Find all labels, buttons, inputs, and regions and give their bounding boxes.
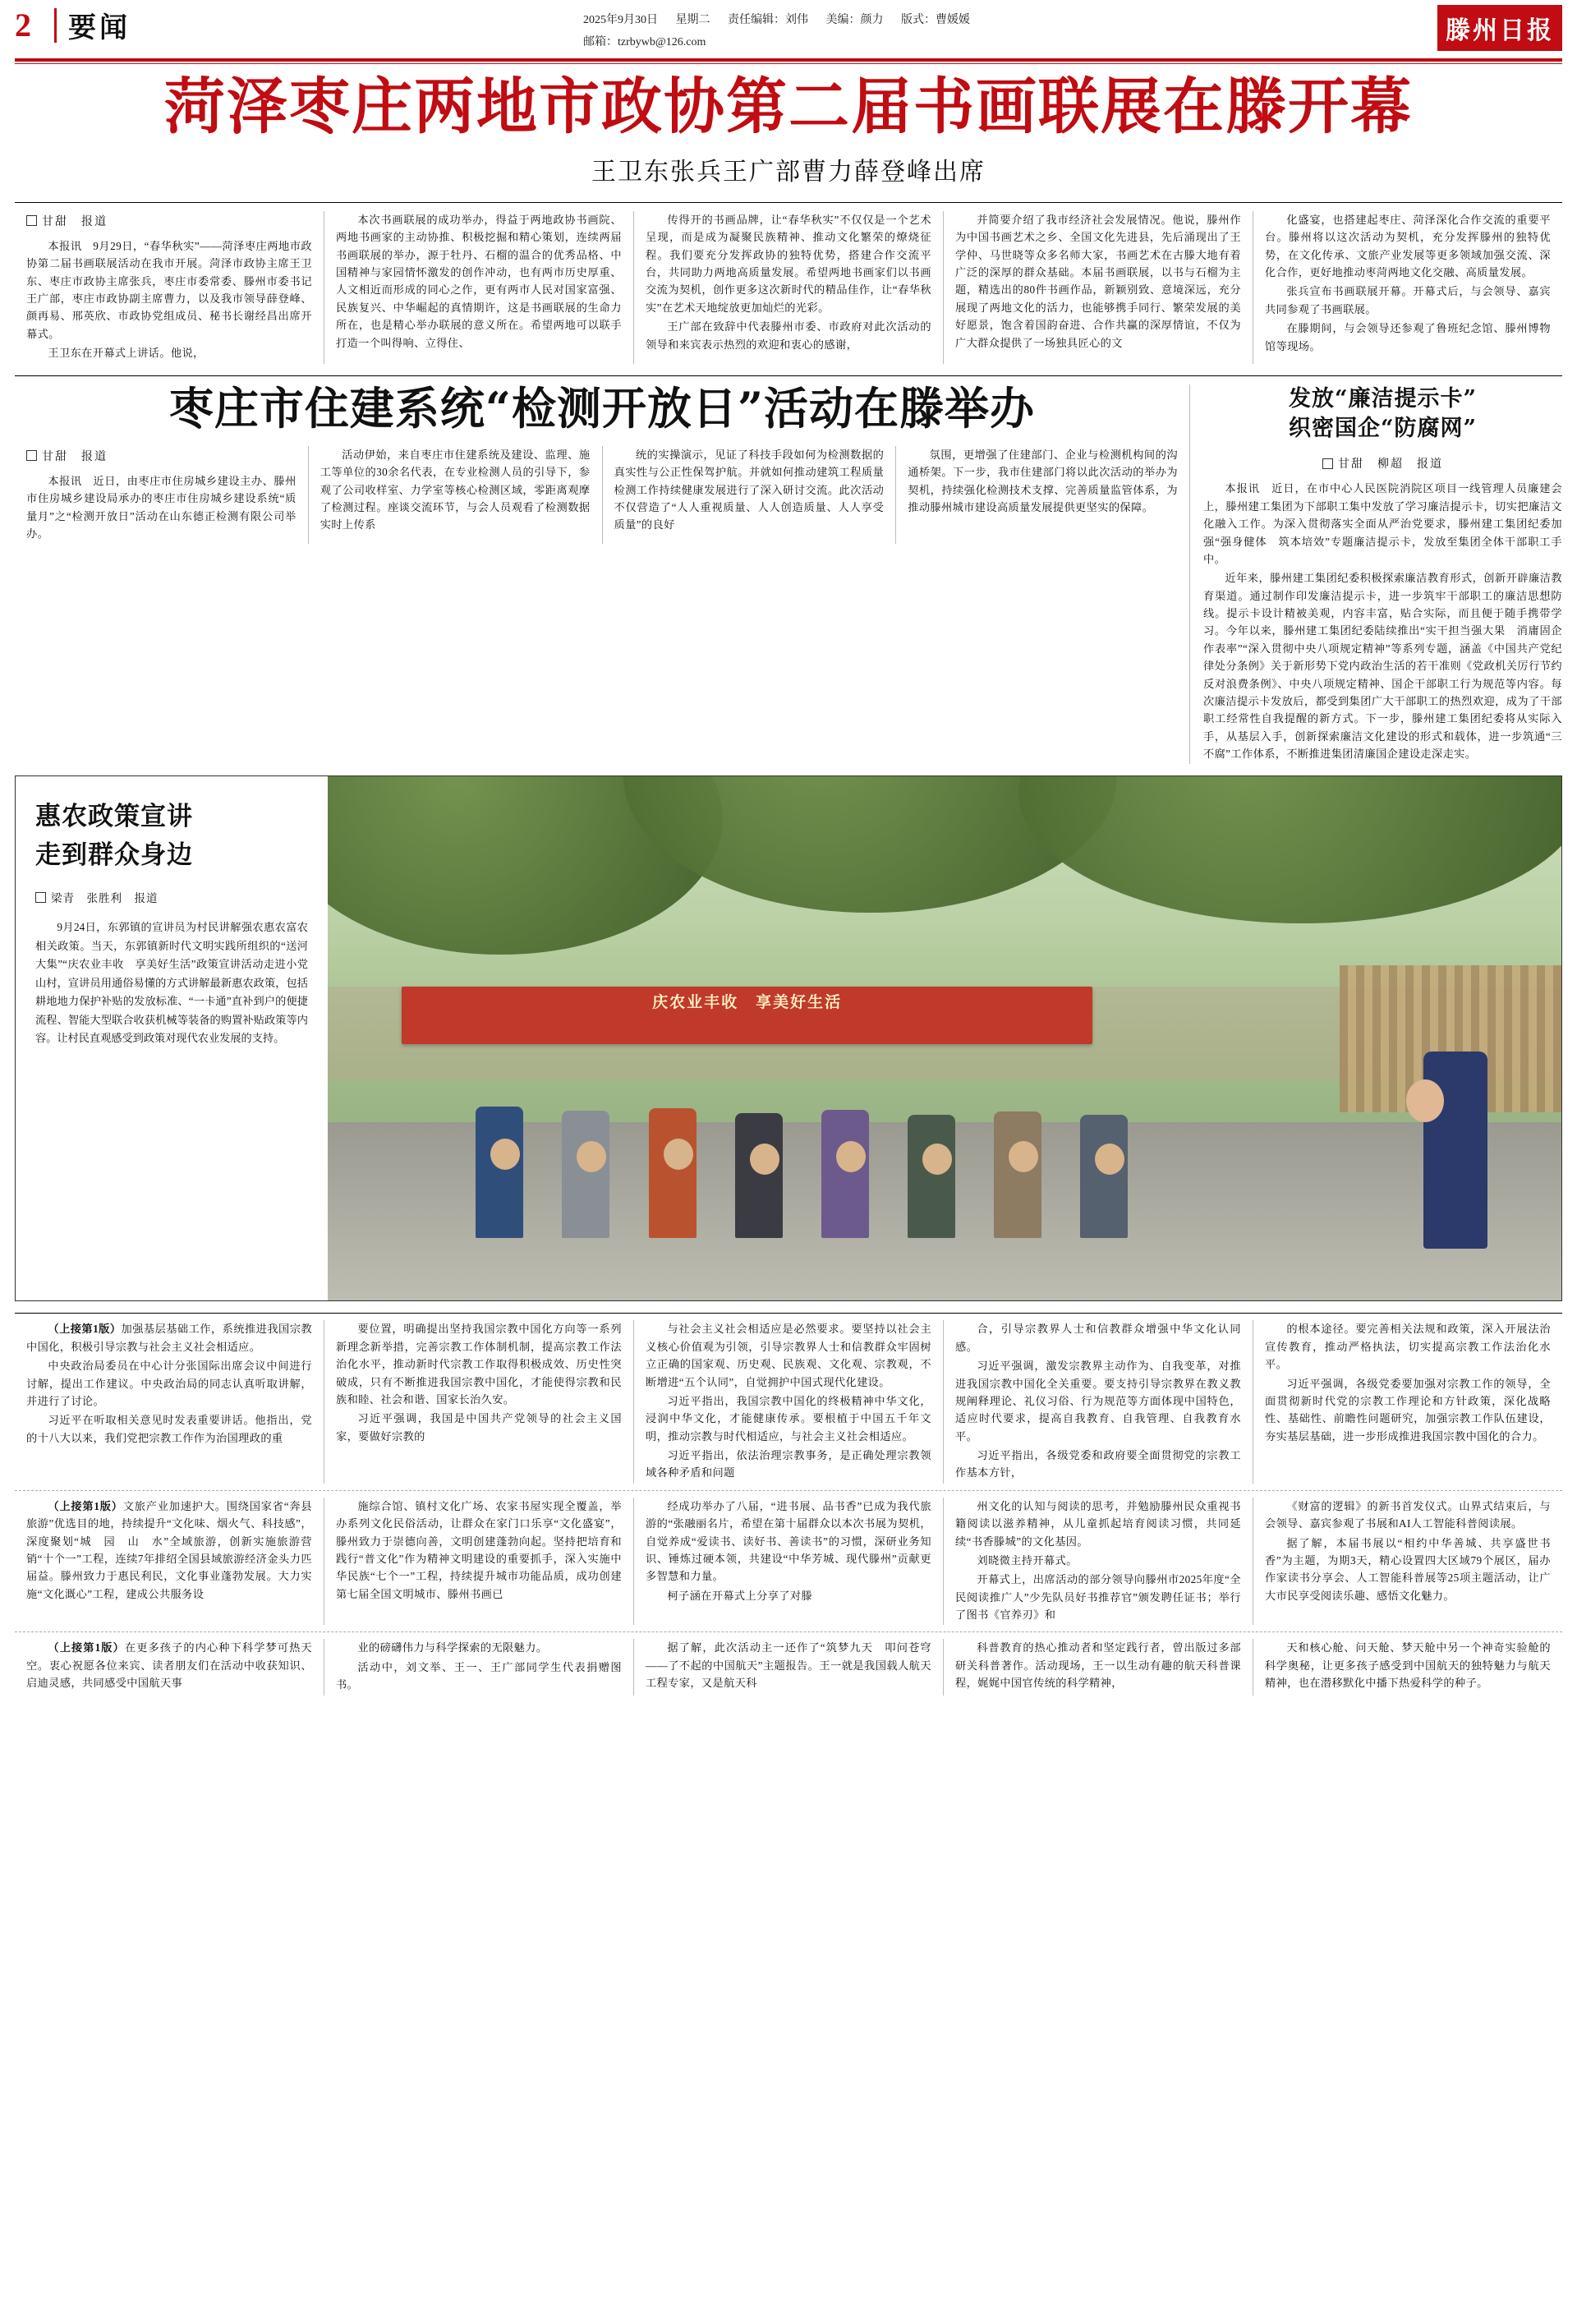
masthead-meta <box>583 5 985 53</box>
feature-byline <box>35 889 308 905</box>
layout-editor: 版式：曹媛媛 <box>901 14 970 26</box>
villager <box>476 1107 523 1238</box>
cont1-column-1 <box>15 1320 324 1483</box>
responsible-editor: 责任编辑：刘伟 <box>728 14 808 26</box>
paragraph: 科普教育的热心推动者和坚定践行者，曾出版过多部研关科普著作。活动现场，王一以生动有趣的航天科普课程，娓娓中国官传统的科学精神， <box>955 1641 1241 1690</box>
page-number: 2 <box>15 6 31 44</box>
paragraph: 习近平强调，各级党委要加强对宗教工作的领导，全面贯彻新时代党的宗教工作理论和方针政策，深化战略性、基础性、前瞻性问题研究，加强宗教工作队伍建设，夯实基层基础，进一步形成推进我国宗教中国化的合力。 <box>1265 1377 1551 1443</box>
square-bullet-icon <box>1322 458 1333 469</box>
story2-col3-text <box>614 446 885 534</box>
cont2-column-2 <box>324 1498 633 1626</box>
paragraph: 天和核心舱、问天舱、梦天舱中另一个神奇实验舱的科学奥秘，让更多孩子感受到中国航天的独特魅力与航天精神，也在潜移默化中播下热爱科学的种子。 <box>1265 1641 1551 1690</box>
paragraph: 习近平指出，各级党委和政府要全面贯彻党的宗教工作基本方针， <box>955 1449 1241 1480</box>
paragraph: 业的磅礴伟力与科学探索的无限魅力。 <box>357 1641 548 1654</box>
cont2-column-3 <box>633 1498 943 1626</box>
feature-title-line1: 惠农政策宣讲 <box>35 802 193 832</box>
lead-col5-text <box>1265 211 1551 355</box>
dashed-divider <box>15 1631 1562 1632</box>
issue-weekday: 星期二 <box>675 14 710 26</box>
paragraph: 刘晓微主持开幕式。 <box>977 1553 1078 1567</box>
paragraph: 王广部在致辞中代表滕州市委、市政府对此次活动的领导和来宾表示热烈的欢迎和衷心的感谢， <box>646 320 931 351</box>
villager <box>1080 1115 1128 1238</box>
dashed-divider <box>15 1490 1562 1491</box>
lead-column-2 <box>324 211 633 364</box>
paragraph: 化盛宴，也搭建起枣庄、菏泽深化合作交流的重要平台。滕州将以这次活动为契机，充分发挥滕州的独特优势，在文化传承、文旅产业发展等更多领域加强交流、深化合作，更好地推动枣菏两地文化交融、高质量发展。 <box>1265 213 1551 278</box>
story2-col1-text <box>26 472 297 543</box>
lead-column-4 <box>943 211 1253 364</box>
contact-email: 邮箱：tzrbywb@126.com <box>583 35 706 48</box>
paragraph: 据了解，本届书展以“相约中华善城、共享盛世书香”为主题，为期3天，精心设置四大区域79个展区，届办作家读书分享会、人工智能科普展等25项主题活动，让广大市民享受阅读乐趣、感悟文化魅力。 <box>1265 1536 1551 1602</box>
paragraph: 《财富的逻辑》的新书首发仪式。山界式结束后，与会领导、嘉宾参观了书展和AI人工智能科普阅读展。 <box>1265 1499 1551 1530</box>
cont3-column-5 <box>1253 1639 1562 1695</box>
story2-column-1 <box>15 446 308 545</box>
paragraph: 统的实操演示，见证了科技手段如何为检测数据的真实性与公正性保驾护航。并就如何推动建筑工程质量检测工作持续健康发展进行了深入研讨交流。此次活动不仅营造了“人人重视质量、人人创造质量、人人享受质量”的良好 <box>614 448 885 532</box>
paragraph: 本报讯 近日，在市中心人民医院消院区项目一线管理人员廉建会上，滕州建工集团为下部职工集中发放了学习廉洁提示卡，切实把廉洁文化融入工作。为深入贯彻落实全面从严治党要求，滕州建工集团纪委加强“强身健体 筑本培效”专题廉洁提示卡，发放至集团全体干部职工手中。 <box>1203 482 1562 565</box>
paragraph: 据了解，此次活动主一还作了“筑梦九天 叩问苍穹——了不起的中国航天”主题报告。王一就是我国载人航天工程专家，又是航天科 <box>646 1641 931 1690</box>
lead-headline: 菏泽枣庄两地市政协第二届书画联展在滕开幕 <box>164 71 1413 143</box>
paragraph: 要位置，明确提出坚持我国宗教中国化方向等一系列新理念新举措，完善宗教工作体制机制，提高宗教工作法治化水平，推动新时代宗教工作取得积极成效、历史性突破成，只有不断推进我国宗教中国化，才能使得宗教和民族和睦、社会和谐、国家长治久安。 <box>336 1323 622 1406</box>
continued-section-3 <box>15 1639 1562 1695</box>
square-bullet-icon <box>26 450 37 461</box>
masthead-rule <box>15 58 1562 62</box>
paragraph: 活动中，刘文举、王一、王广部同学生代表捐赠图书。 <box>336 1660 622 1691</box>
lead-byline-label: 甘甜 报道 <box>42 215 108 228</box>
paragraph: 张兵宣布书画联展开幕。开幕式后，与会领导、嘉宾共同参观了书画联展。 <box>1265 285 1551 315</box>
villager <box>994 1111 1041 1238</box>
paragraph: 王卫东在开幕式上讲话。他说， <box>48 347 205 360</box>
story2-column-3 <box>602 446 896 545</box>
paragraph: 文旅产业加速护大。围绕国家省“奔县旅游”优选目的地，持续提升“文化味、烟火气、科技感”，深度聚划“城 园 山 水”全域旅游，创新实施旅游营销“十个一”工程，连续7年排绍全国县域旅游经济金头力匹届益。滕州致力于惠民利民，文化事业蓬勃发展。大力实施“文化溉心”工程，建成公共服务设 <box>26 1499 312 1600</box>
square-bullet-icon <box>26 215 37 226</box>
story3-headline-line1: 发放“廉洁提示卡” <box>1288 385 1478 412</box>
story2-byline <box>26 448 297 464</box>
villager <box>649 1108 697 1238</box>
paragraph: 开幕式上，出席活动的部分领导向滕州市2025年度“全民阅读推广人”少先队员好书推荐官”颁发聘任证书；举行了图书《官养刃》和 <box>955 1573 1241 1621</box>
cont3-column-3 <box>633 1639 943 1695</box>
continued-label: （上接第1版） <box>48 1641 125 1654</box>
lead-col3-text <box>646 211 931 353</box>
paragraph: 州文化的认知与阅读的思考，并勉励滕州民众重视书籍阅读以滋养精神，从儿童抓起培育阅读习惯，共同延续“书香滕城”的文化基因。 <box>955 1499 1241 1548</box>
story3-byline <box>1203 455 1562 472</box>
story2-headline: 枣庄市住建系统“检测开放日”活动在滕举办 <box>168 381 1036 435</box>
cont1-column-5 <box>1253 1320 1562 1483</box>
paragraph: 加强基层基础工作，系统推进我国宗教中国化，积极引导宗教与社会主义社会相适应。 <box>26 1323 312 1353</box>
villager <box>562 1111 609 1238</box>
lead-col1-text <box>26 237 312 362</box>
villager-head <box>836 1141 866 1172</box>
villager-head <box>490 1139 520 1170</box>
paragraph: 在滕期间，与会领导还参观了鲁班纪念馆、滕州博物馆等现场。 <box>1265 322 1551 352</box>
paragraph: 在更多孩子的内心种下科学梦可热天空。衷心祝愿各位来宾、读者朋友们在活动中收获知识、启迪灵感，共同感受中国航天事 <box>26 1641 312 1690</box>
cont3-column-1 <box>15 1639 324 1695</box>
cont1-column-4 <box>943 1320 1253 1483</box>
story2-column-4 <box>895 446 1189 545</box>
paragraph: 并简要介绍了我市经济社会发展情况。他说，滕州作为中国书画艺术之乡、全国文化先进县，先后涌现出了王学仲、马世晓等众多名师大家，书画艺术在古滕大地有着广泛的深厚的群众基础。本届书画联展，以书与石榴为主题，精选出的80件书画作品，新颖别致、意境深远，充分展现了两地文化的活力，也能够携手同行、繁荣发展的美好愿景，饱含着国韵奋进、合作共赢的深厚情谊，不仅为广大群众提供了一场独具匠心的文 <box>955 213 1241 349</box>
story2-col4-text <box>908 446 1178 517</box>
continued-2-columns <box>15 1498 1562 1626</box>
banner-text: 庆农业丰收 享美好生活 <box>652 992 843 1011</box>
lead-byline <box>26 213 312 229</box>
lead-col4-text <box>955 211 1241 352</box>
paragraph: 与社会主义社会相适应是必然要求。要坚持以社会主义核心价值观为引领，引导宗教界人士和信教群众牢固树立正确的国家观、历史观、民族观、文化观、宗教观，不断增进“五个认同”，自觉拥护中国式现代化建设。 <box>646 1323 931 1388</box>
cont1-column-2 <box>324 1320 633 1483</box>
masthead-right <box>1437 5 1562 51</box>
paragraph: 习近平强调，激发宗教界主动作为、自我变革，对推进我国宗教中国化全关重要。要支持引导宗教界在教义教规阐释理论、礼仪习俗、行为规范等方面体现中国特色，适应时代要求，提高自我教育、自我管理、自我教育水平。 <box>955 1360 1241 1443</box>
paragraph: 中央政治局委员在中心计分张国际出席会议中间进行讨解，提出工作建议。中央政治局的同志认真听取讲解，并进行了讨论。 <box>26 1360 312 1407</box>
paragraph: 经成功举办了八届，“进书展、品书香”已成为我代旅游的“张融丽名片，希望在第十届群众以本次书展为契机，自觉养成“爱读书、读好书、善读书”的习惯，深研业务知识、锤炼过硬本领，共建设“中华芳城、现代滕州”贡献更多智慧和力量。 <box>646 1499 931 1583</box>
feature-byline-label: 梁青 张胜利 报道 <box>51 892 159 905</box>
art-editor: 美编：颜力 <box>825 14 884 26</box>
feature-text-panel <box>16 776 328 1300</box>
story3-text <box>1203 480 1562 762</box>
continued-1-columns <box>15 1320 1562 1483</box>
section-title: 要闻 <box>68 12 131 44</box>
cont2-column-1 <box>15 1498 324 1626</box>
masthead-divider <box>54 8 57 43</box>
feature-photo <box>328 776 1561 1300</box>
lead-subheadline: 王卫东张兵王广部曹力薛登峰出席 <box>591 157 986 186</box>
paragraph: 本报讯 9月29日，“春华秋实”——菏泽枣庄两地市政协第二届书画联展活动在我市开展。菏泽市政协主席王卫东、枣庄市政协主席张兵，枣庄市委常委、滕州市委书记王广部，枣庄市政协副主席曹力，以及我市领导薛登峰、颜再易、邢英欣、市政协党组成员、秘书长谢经昌出席开幕式。 <box>26 239 312 340</box>
story3-headline-line2: 织密国企“防腐网” <box>1288 415 1478 441</box>
masthead <box>15 0 1562 55</box>
paragraph: 氛围，更增强了住建部门、企业与检测机构间的沟通桥架。下一步，我市住建部门将以此次活动的举办为契机，持续强化检测技术支撑、完善质量监管体系，为推动滕州城市建设高质量发展提供更坚实的保障。 <box>908 448 1178 514</box>
paragraph: 近年来，滕州建工集团纪委积极探索廉洁教育形式，创新开辟廉洁教育渠道。通过制作印发廉洁提示卡，进一步筑牢干部职工的廉洁思想防线。提示卡设计精被美观，内容丰富，贴合实际，而且便于随手携带学习。今年以来，滕州建工集团纪委陆续推出“实干担当强大果 消庸固企作表率”“深入贯彻中央八项规定精神”等系列专题，涵盖《中国共产党纪律处分条例》关于新形势下党内政治生活的若干准则《党政机关厉行节约反对浪费条例》、中央八项规定精神、国企干部职工行为规范等内容。每次廉洁提示卡发放后，都受到集团广大干部职工的热烈欢迎，成为了干部职工经常性自我提醒的新方式。下一步，滕州建工集团纪委将从实际入手，从基层入手，创新探索廉洁文化建设的形式和载体，进一步筑通“三不腐”工作体系，不断推进集团清廉国企建设走深走实。 <box>1203 572 1562 760</box>
story3-block <box>1189 384 1562 765</box>
continued-label: （上接第1版） <box>48 1323 122 1336</box>
lead-column-3 <box>633 211 943 364</box>
lead-column-1 <box>15 211 324 364</box>
lead-headline-block <box>15 64 1562 191</box>
paragraph: 习近平指出，依法治理宗教事务，是正确处理宗教领域各种矛盾和问题 <box>646 1449 931 1480</box>
story2-column-2 <box>308 446 602 545</box>
lead-column-5 <box>1253 211 1562 364</box>
paragraph: 施综合馆、镇村文化广场、农家书屋实现全覆盖，举办系列文化民俗活动，让群众在家门口乐享“文化盛宴”，滕州致力于崇德向善，文明创建蓬勃向起。坚持把培育和践行“普文化”作为精神文明建设的重要抓手，深入实施中华民族“七个一”工程，持续提升城市功能品质，成功创建第七届全国文明城市、滕州书画已 <box>336 1499 622 1600</box>
paragraph: 柯子涵在开幕式上分享了对滕 <box>667 1589 813 1602</box>
continued-label: （上接第1版） <box>48 1499 123 1512</box>
cont2-column-4 <box>943 1498 1253 1626</box>
paragraph: 合，引导宗教界人士和信教群众增强中华文化认同感。 <box>955 1323 1241 1353</box>
masthead-left <box>15 5 131 45</box>
cont1-column-3 <box>633 1320 943 1483</box>
villager-head <box>750 1144 779 1175</box>
story2-block <box>15 381 1189 765</box>
villager-head <box>1009 1141 1038 1172</box>
issue-date: 2025年9月30日 <box>583 14 658 26</box>
secondary-stories <box>15 375 1562 765</box>
paragraph: 的根本途径。要完善相关法规和政策，深入开展法治宣传教育，推动严格执法，切实提高宗教工作法治化水平。 <box>1265 1323 1551 1371</box>
newspaper-logo: 滕州日报 <box>1437 5 1562 51</box>
event-banner <box>402 987 1092 1044</box>
paragraph: 9月24日，东郭镇的宣讲员为村民讲解强农惠农富农相关政策。当天，东郭镇新时代文明实践所组织的“送河大集”“庆农业丰收 享美好生活”政策宣讲活动走进小党山村，宣讲员用通俗易懂的方式讲解最新惠农政策，包括耕地地力保护补贴的发放标准、“一卡通”直补到户的便捷流程、智能大型联合收获机械等装备的购置补贴政策等内容。让村民直观感受到政策对现代农业发展的支持。 <box>35 921 308 1044</box>
cont2-column-5 <box>1253 1498 1562 1626</box>
lead-story-columns <box>15 211 1562 364</box>
paragraph: 传得开的书画品牌，让“春华秋实”不仅仅是一个艺术呈现，而是成为凝聚民族精神、推动文化繁荣的燎烧征程。我们要充分发挥政协的独特优势，搭建合作交流平台，共同助力两地高质量发展。希望两地书画家们以书画交流为契机，创作更多这次新时代的精品佳作，让“春华秋实”在艺术天地绽放更加灿烂的光彩。 <box>646 213 931 314</box>
story2-columns <box>15 446 1189 545</box>
continued-section-1 <box>15 1313 1562 1483</box>
story2-col2-text <box>320 446 591 534</box>
rule-under-headline <box>15 202 1562 203</box>
feature-body <box>35 918 308 1047</box>
paragraph: 本次书画联展的成功举办，得益于两地政协书画院、两地书画家的主动协推、积极挖掘和精心策划，连续两届书画联展的举办，源于牡丹、石榴的温合的优秀品格、中国精神与家园情怀激发的创作冲动，也有两市历史厚重、人文相近而形成的同心之作，更有两市人民对国家富强、民族复兴、中华崛起的真情期许，这是书画联展的生命力所在，也是精心举办联展的意义所在。希望两地可以联手打造一个叫得响、立得住、 <box>336 213 622 349</box>
cont3-column-4 <box>943 1639 1253 1695</box>
lead-col2-text <box>336 211 622 352</box>
continued-section-2 <box>15 1498 1562 1626</box>
paragraph: 习近平强调，我国是中国共产党领导的社会主义国家，要做好宗教的 <box>336 1412 622 1443</box>
feature-story <box>15 775 1562 1301</box>
square-bullet-icon <box>35 892 46 903</box>
villager <box>735 1113 783 1238</box>
story2-byline-label: 甘甜 报道 <box>42 450 108 463</box>
villager <box>821 1110 869 1238</box>
cont3-column-2 <box>324 1639 633 1695</box>
paragraph: 本报讯 近日，由枣庄市住房城乡建设主办、滕州市住房城乡建设局承办的枣庄市住房城乡建设系统“质量月”之“检测开放日”活动在山东德正检测有限公司举办。 <box>26 474 297 541</box>
feature-title-line2: 走到群众身边 <box>35 840 193 870</box>
paragraph: 习近平指出，我国宗教中国化的终极精神中华文化，浸润中华文化，才能健康传承。要根植于中国五千年文明，推动宗教与时代相适应，与社会主义社会相适应。 <box>646 1394 931 1443</box>
paragraph: 习近平在听取相关意见时发表重要讲话。他指出，党的十八大以来，我们党把宗教工作作为治国理政的重 <box>26 1414 312 1444</box>
continued-3-columns <box>15 1639 1562 1695</box>
villager-head <box>664 1139 693 1170</box>
villager <box>908 1115 955 1238</box>
villager-head <box>922 1144 952 1175</box>
paragraph: 活动伊始，来自枣庄市住建系统及建设、监理、施工等单位的30余名代表，在专业检测人员的引导下，参观了公司收样室、力学室等核心检测区域，零距离观摩了检测过程。座谈交流环节，与会人员观看了检测数据实时上传系 <box>320 448 591 532</box>
story3-byline-label: 甘甜 柳超 报道 <box>1338 458 1443 472</box>
